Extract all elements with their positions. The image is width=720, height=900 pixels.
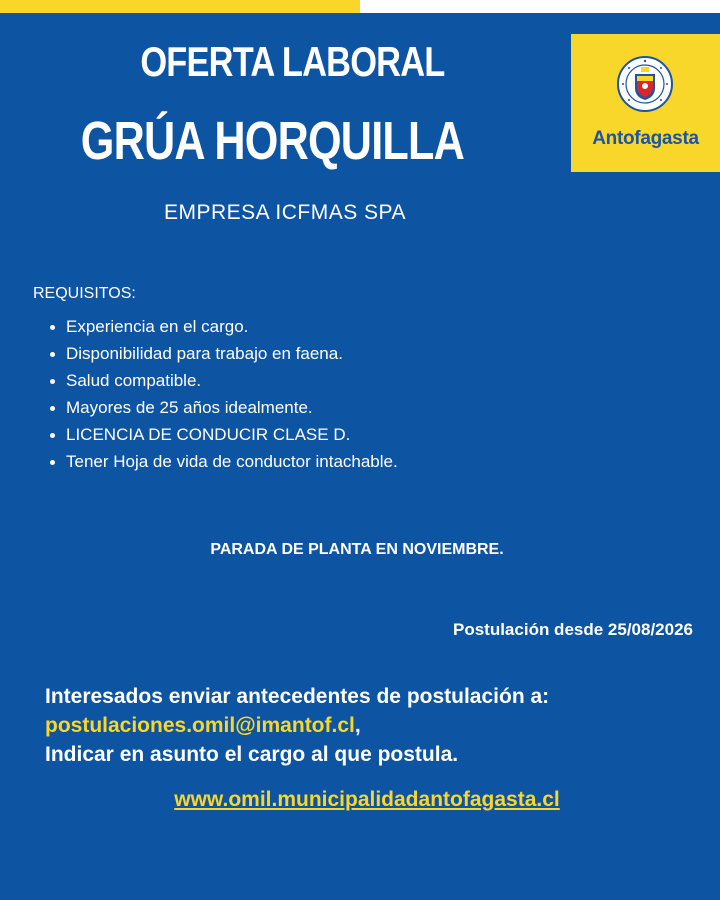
application-date: Postulación desde 25/08/2026 — [452, 620, 693, 639]
top-stripe — [0, 0, 720, 13]
requirements-heading: REQUISITOS: — [33, 285, 136, 302]
top-stripe-yellow — [0, 0, 360, 13]
contact-line-1: Interesados enviar antecedentes de postulación a: — [45, 685, 550, 708]
contact-email-link[interactable]: postulaciones.omil@imantof.cl — [45, 714, 355, 737]
contact-line-3: Indicar en asunto el cargo al que postula. — [45, 743, 459, 766]
title-line-2: GRÚA HORQUILLA — [80, 111, 464, 171]
contact-info — [45, 682, 549, 769]
requirement-item: LICENCIA DE CONDUCIR CLASE D. — [48, 421, 398, 448]
title-line-1: OFERTA LABORAL — [140, 38, 445, 85]
requirements-list — [48, 313, 398, 475]
requirement-item: Tener Hoja de vida de conductor intachable. — [48, 448, 398, 475]
municipality-logo — [571, 34, 720, 172]
requirement-item: Experiencia en el cargo. — [48, 313, 398, 340]
logo-text: Antofagasta — [592, 128, 699, 149]
requirement-item: Disponibilidad para trabajo en faena. — [48, 340, 398, 367]
contact-email-suffix: , — [354, 714, 361, 737]
plant-shutdown-notice: PARADA DE PLANTA EN NOVIEMBRE. — [210, 541, 504, 558]
company-name: EMPRESA ICFMAS SPA — [164, 201, 406, 224]
website-link[interactable]: www.omil.municipalidadantofagasta.cl — [174, 788, 560, 811]
requirement-item: Mayores de 25 años idealmente. — [48, 394, 398, 421]
municipal-seal-icon — [617, 56, 673, 112]
requirement-item: Salud compatible. — [48, 367, 398, 394]
contact-email-line — [45, 711, 549, 740]
